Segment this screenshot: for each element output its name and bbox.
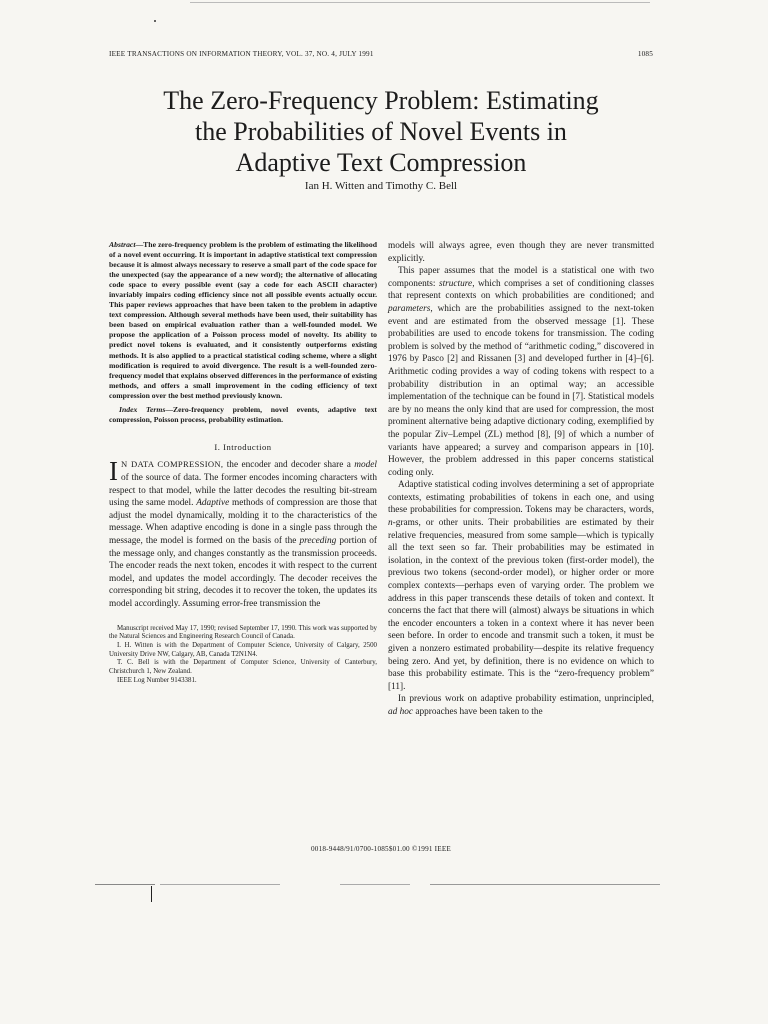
title-line-2: the Probabilities of Novel Events in xyxy=(195,117,567,146)
abstract-lead: Abstract xyxy=(109,240,136,249)
scan-speck xyxy=(154,20,156,22)
introduction-paragraph xyxy=(109,458,377,610)
journal-citation: IEEE TRANSACTIONS ON INFORMATION THEORY, VOL. 37, NO. 4, JULY 1991 xyxy=(109,50,374,58)
scan-line xyxy=(430,884,660,885)
index-terms xyxy=(109,405,377,425)
text-run: , which are the probabilities assigned to the next-token event and are estimated from the observed message [1]. These probabilities are used to encode tokens for transmission. The coding problem is solved by the method of “arithmetic coding,” discovered in 1976 by Pasco [2] and Rissanen [3] and developed further in [4]–[6]. Arithmetic coding provides a way of coding tokens with respect to a probability distribution in an optimal way; an accessible implementation of the technique can be found in [7]. Statistical models are by no means the only kind that are used for compression, the most prominent alternative being adaptive dictionary coding, exemplified by the popular Ziv–Lempel (ZL) method [8], [9] of which a number of variants have appeared; a survey and comparison appears in [10]. However, the problem addressed in this paper concerns statistical coding only. xyxy=(388,303,654,478)
continued-paragraph: models will always agree, even though they are never transmitted explicitly. xyxy=(388,241,654,264)
scan-line xyxy=(340,884,410,885)
right-column xyxy=(388,240,654,719)
text-run: This paper assumes that the model is a statistical one with two components: xyxy=(388,266,654,289)
text-run: approaches have been taken to the xyxy=(413,706,543,717)
page-number: 1085 xyxy=(637,50,653,58)
emphasis-ad-hoc: ad hoc xyxy=(388,706,414,717)
emphasis-parameters: parameters xyxy=(388,303,431,314)
text-run: , which comprises a set of conditioning classes that represent contexts on which probabilities are conditioned; and xyxy=(388,278,654,302)
text-run: In previous work on adaptive probability estimation, unprincipled, xyxy=(398,694,654,705)
introduction-body xyxy=(109,458,377,610)
paragraph-adaptive-coding xyxy=(388,479,654,693)
left-column xyxy=(109,240,377,685)
title-line-1: The Zero-Frequency Problem: Estimating xyxy=(163,86,599,115)
title-line-3: Adaptive Text Compression xyxy=(235,148,527,177)
text-run: methods of compression are those that adjust the model dynamically, molding it to the characteristics of the message. When adaptive encoding is done in a single pass through the message, the model is formed on the basis of the xyxy=(109,498,377,546)
index-terms-lead: Index Terms xyxy=(119,404,166,414)
abstract-text: —The zero-frequency problem is the problem of estimating the likelihood of a novel event occurring. It is important in adaptive statistical text compression because it is almost always necessary to reserve a small part of the code space for the unexpected (say the appearance of a new word); the alternative of allocating code space to every possible event (say a code for each ASCII character) invariably impairs coding efficiency since not all possible events actually occur. This paper reviews approaches that have been taken to the problem in adaptive text compression. Although several methods have been used, their suitability has been based on empirical evaluation rather than a well-founded model. We propose the application of a Poisson process model of novelty. Its ability to predict novel tokens is evaluated, and it consistently outperforms existing methods. It is also applied to a practical statistical coding scheme, where a slight modification is required to avoid divergence. The result is a well-founded zero-frequency model that explains observed differences in the performance of existing methods, and offers a small improvement in the coding efficiency of text compression over the best method previously known. xyxy=(109,240,377,400)
authors: Ian H. Witten and Timothy C. Bell xyxy=(304,180,458,192)
emphasis-n: n xyxy=(388,518,393,529)
text-run: of the source of data. The former encodes incoming characters with respect to that model, while the latter decodes the resulting bit-stream using the same model. xyxy=(109,473,377,509)
emphasis-adaptive: Adaptive xyxy=(196,498,230,509)
footnote-witten: I. H. Witten is with the Department of Computer Science, University of Calgary, 2500 University Drive NW, Calgary, AB, Canada T2N1N4. xyxy=(109,641,377,658)
paragraph-previous-work xyxy=(388,693,654,718)
index-terms-text: —Zero-frequency problem, novel events, adaptive text compression, Poisson process, probability estimation. xyxy=(109,404,377,424)
text-run: -grams, or other units. Their probabilities are estimated by their relative frequencies, measured from some sample—which is typically all the text seen so far. Their probabilities may be estimated in isolation, in the context of the previous token (first-order model), the previous two tokens (second-order model), or higher order or more complex contexts—perhaps even of varying order. The problem we address in this paper transcends these details of token and context. It concerns the fact that there will (almost) always be situations in which the encoder encounters a token in a context where it has never been seen before. In order to encode and transmit such a token, it must be given a nonzero estimated probability—despite its relative frequency being zero. And yet, by definition, there is no evidence on which to base this probability estimate. This is the “zero-frequency problem” [11]. xyxy=(388,518,654,692)
footnote-bell: T. C. Bell is with the Department of Computer Science, University of Canterbury, Christchurch 1, New Zealand. xyxy=(109,659,377,676)
paper-title xyxy=(109,85,653,178)
text-run: Adaptive statistical coding involves determining a set of appropriate contexts, estimating probabilities of tokens in each one, and using these probabilities for compression. Tokens may be characters, words, xyxy=(388,480,654,516)
scan-line-top xyxy=(190,2,650,3)
copyright-footer: 0018-9448/91/0700-1085$01.00 ©1991 IEEE xyxy=(310,845,452,853)
footnote-received: Manuscript received May 17, 1990; revised September 17, 1990. This work was supported by the Natural Sciences and Engineering Research Council of Canada. xyxy=(109,624,377,641)
footnotes xyxy=(109,625,377,686)
scan-line xyxy=(160,884,280,885)
emphasis-structure: structure xyxy=(438,278,473,289)
scan-line xyxy=(95,884,155,885)
footnote-log-number: IEEE Log Number 9143381. xyxy=(117,676,197,684)
paragraph-model-structure xyxy=(388,265,654,479)
text-run: portion of the message only, and changes constantly as the transmission proceeds. The encoder reads the next token, encodes it with respect to the current model, and updates the model accordingly. The decoder receives the corresponding bit string, decodes it to recover the token, the updates its model accordingly. Assuming error-free transmission the xyxy=(109,536,378,609)
drop-cap: I xyxy=(109,456,118,487)
scan-tick xyxy=(151,886,152,902)
abstract xyxy=(109,240,377,401)
smallcaps-opening: N DATA COMPRESSION, xyxy=(121,459,224,470)
emphasis-model: model xyxy=(354,460,377,471)
text-run: the encoder and decoder share a xyxy=(223,460,355,471)
emphasis-preceding: preceding xyxy=(299,536,337,546)
section-heading-introduction: I. Introduction xyxy=(214,441,272,452)
